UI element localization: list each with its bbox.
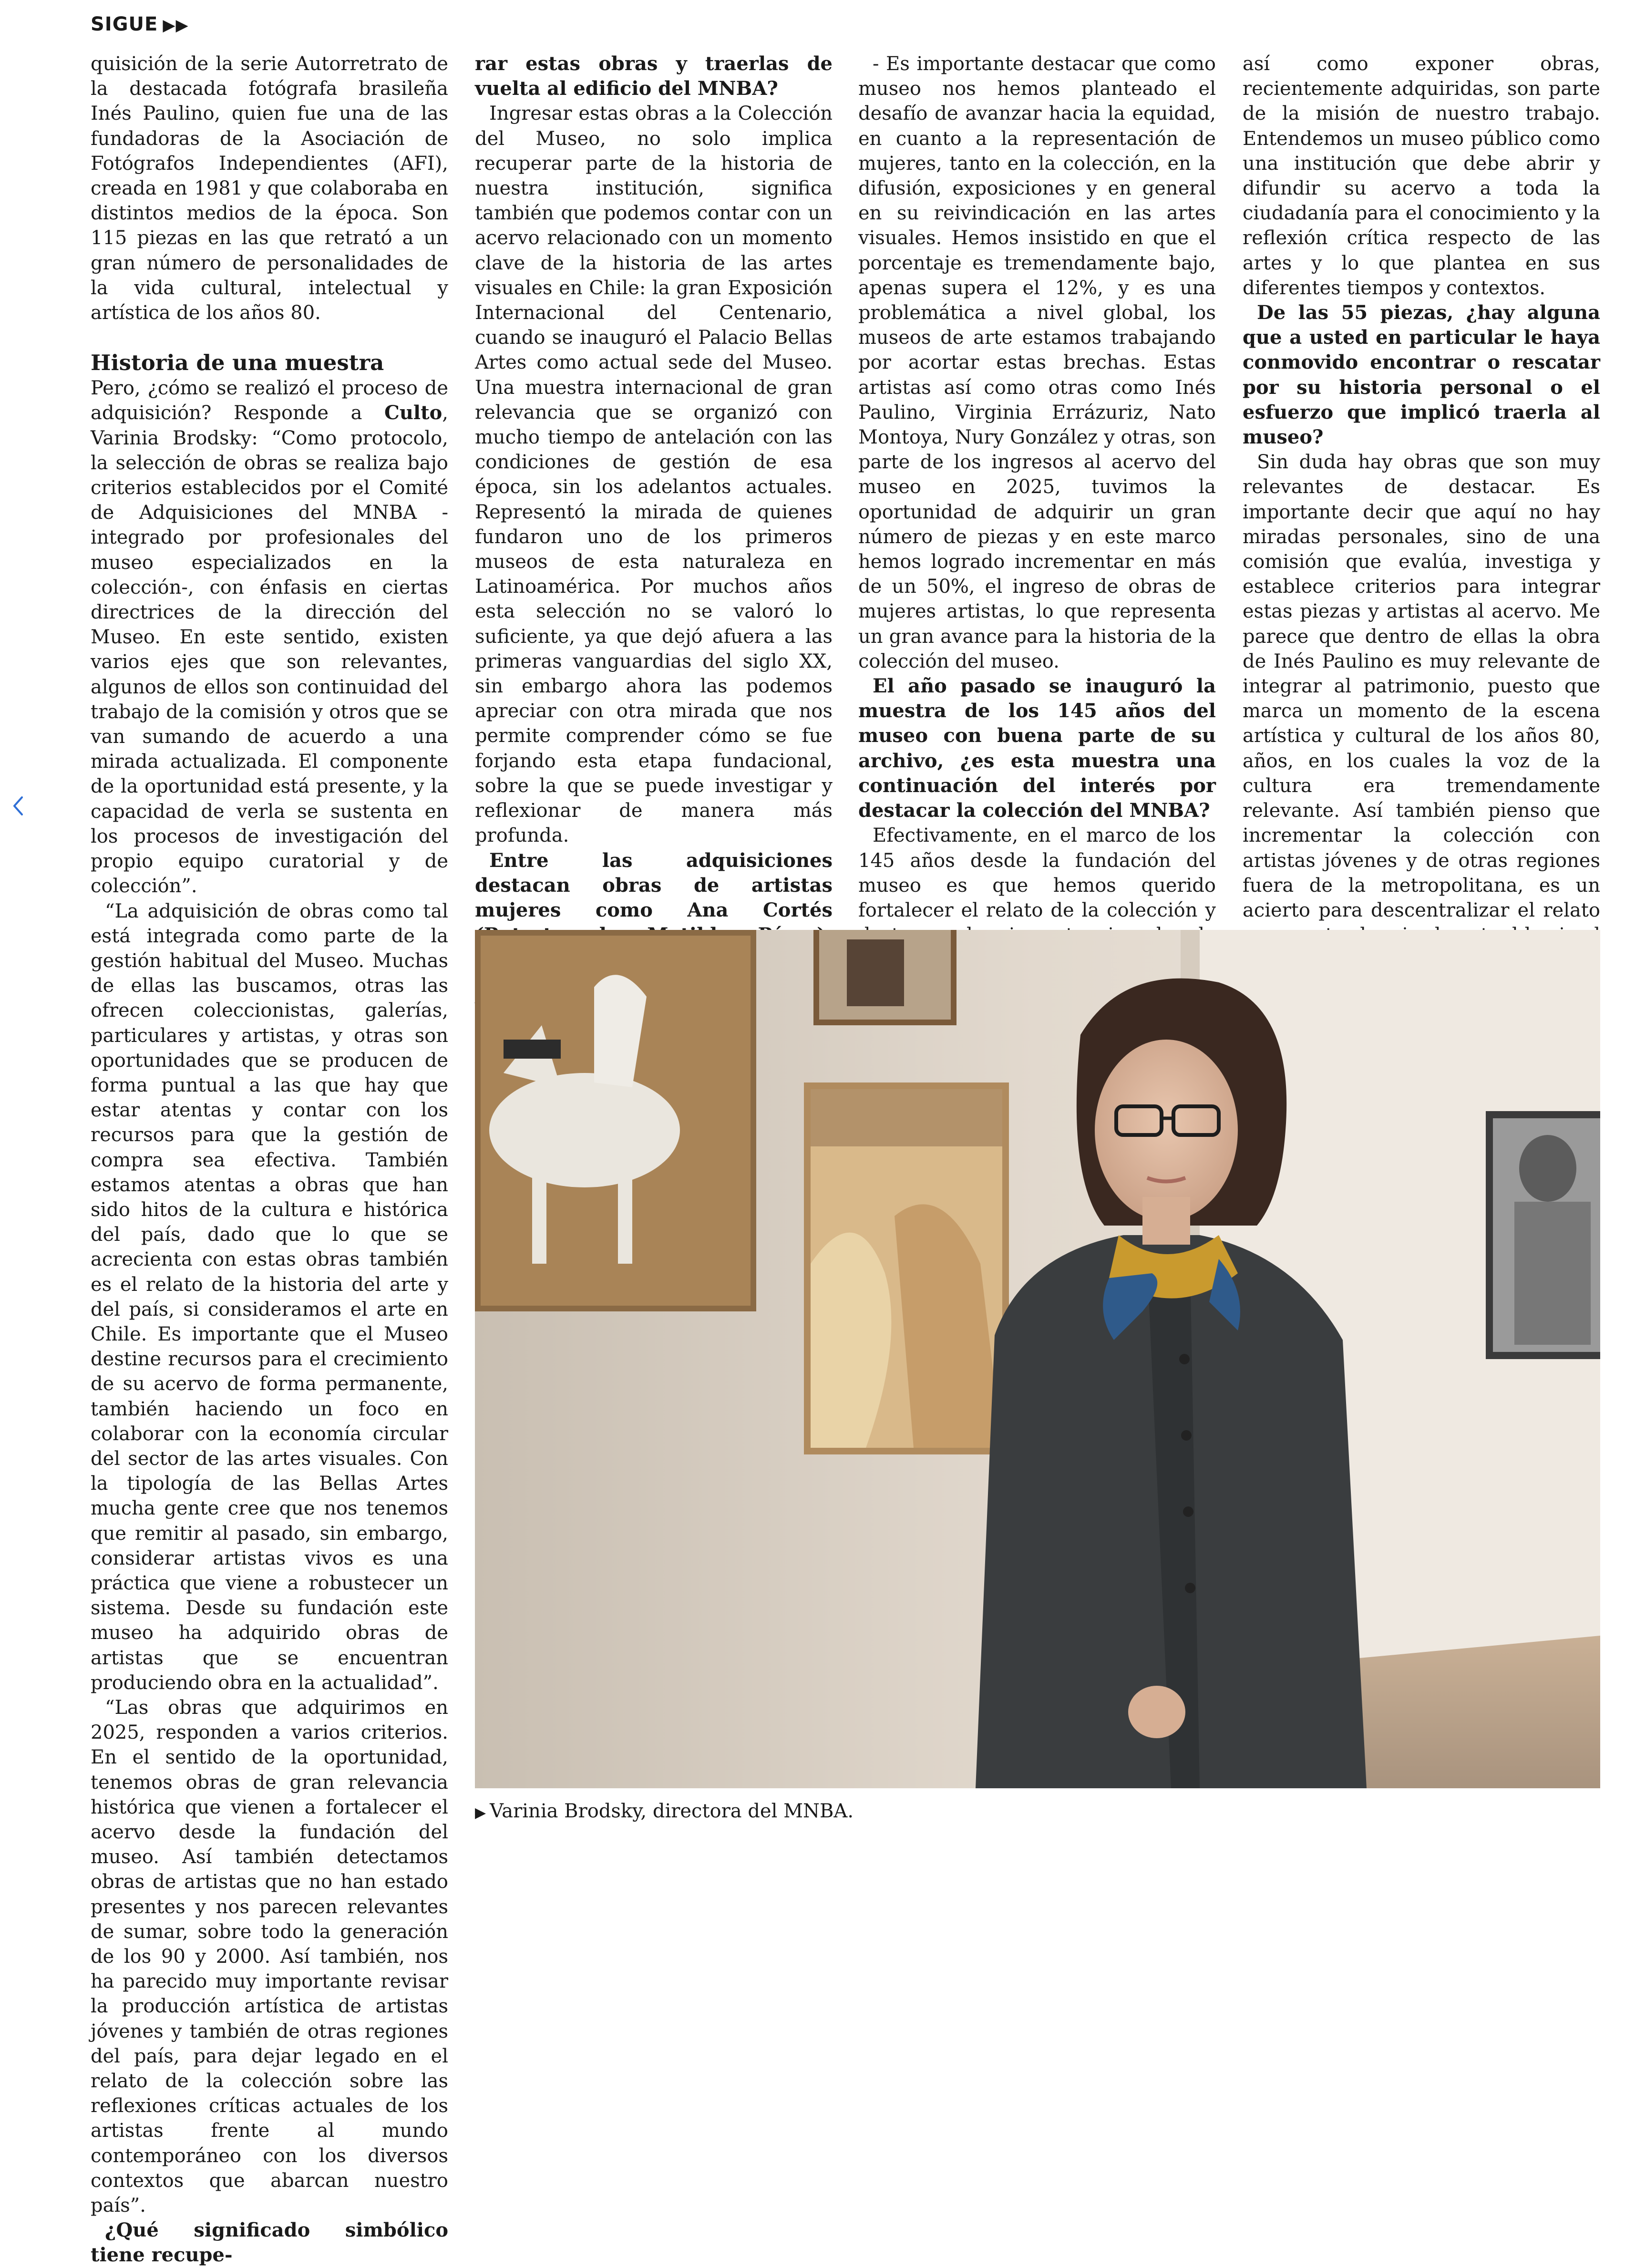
- paragraph: Ingresar estas obras a la Colección del Museo, no solo implica recuperar parte de la historia de nuestra institución, significa también que podemos contar con un acervo relacionado con un momento clave de la historia de las artes visuales en Chile: la gran Exposición Internacional del Centenario, cuando se inauguró el Palacio Bellas Artes como actual sede del Museo. Una muestra internacional de gran relevancia que se organizó con mucho tiempo de antelación con las condiciones de gestión de esa época, sin los adelantos actuales. Representó la mirada de quienes fundaron uno de los primeros museos de esta naturaleza en Latinoamérica. Por muchos años esta selección no se valoró lo suficiente, ya que dejó afuera a las primeras vanguardias del siglo XX, sin embargo ahora las podemos apreciar con otra mirada que nos permite comprender cómo se fue forjando esta etapa fundacional, sobre la que se puede investigar y reflexionar de manera más profunda.: [475, 103, 833, 847]
- continues-text: SIGUE: [91, 13, 158, 35]
- wall-photograph: [1486, 1111, 1600, 1359]
- interview-question: Entre las adquisiciones destacan obras de artistas mujeres como Ana Cortés: [475, 849, 833, 921]
- continues-label: [91, 13, 189, 35]
- painting-small: [813, 930, 956, 1025]
- paragraph: Sin duda hay obras que son muy relevantes de destacar. Es importante decir que aquí no hay miradas personales, sino de una comisión que evalúa, investiga y establece criterios para integrar estas piezas y artistas al acervo. Me parece que dentro de ellas la obra de Inés Paulino es muy relevante de integrar al patrimonio, puesto que marca un momento de la escena artística y cultural de los años 80, años, en los cuales la voz de la cultura era tremendamente relevante. Así también pienso que incrementar la colección con artistas jóvenes y de otras regiones fuera de la metropolitana, es un acierto para descentralizar el relato: [1243, 451, 1600, 921]
- paragraph: así como exponer obras, recientemente adquiridas, son parte de la misión de nuestro trabajo. Entendemos un museo público como una institución que debe abrir y difundir su acervo a toda la ciudadanía para el conocimiento y la reflexión crítica respecto de las artes y lo que plantea en sus diferentes tiempos y contextos.: [1243, 53, 1600, 299]
- paragraph: - Es importante destacar que como museo nos hemos planteado el desafío de avanzar hacia la equidad, en cuanto a la representación de mujeres, tanto en la colección, en la difusión, exposiciones y en general en su reivindicación en las artes visuales. Hemos insistido en que el porcentaje es tremendamente bajo, apenas supera el 12%, y es una problemática a nivel global, los museos de arte estamos trabajando por acortar estas brechas. Estas artistas así como otras como Inés Paulino, Virginia Errázuriz, Nato Montoya, Nury González y otras, son parte de los ingresos al acervo del museo en 2025, tuvimos la oportunidad de adquirir un gran número de piezas y en este marco hemos logrado incrementar en más de un 50%, el ingreso de obras de mujeres artistas, lo que representa un gran avance para la historia de la colección del museo.: [858, 53, 1216, 672]
- paragraph: “La adquisición de obras como tal está integrada como parte de la gestión habitual del Museo. Muchas de ellas las buscamos, otras las ofrecen coleccionistas, galerías, particulares y artistas, y otras son oportunidades que se producen de forma puntual a las que hay que estar atentas y contar con los recursos para que la gestión de compra sea efectiva. También estamos atentas a obras que han sido hitos de la cultura e histórica del país, dado que lo que se acrecienta con estas obras también es el relato de la historia del arte y del país, si consideramos el arte en Chile. Es importante que el Museo destine recursos para el crecimiento de su acervo de forma permanente, también haciendo un foco en colaborar con la economía circular del sector de las artes visuales. Con la tipología de las Bellas Artes mucha gente cree que nos tenemos que remitir al pasado, sin embargo, considerar artistas vivos es una práctica que viene a robustecer un sistema. Desde su fundación este museo ha adquirido obras de artistas que se encuentran produciendo obra en la actualidad”.: [91, 900, 448, 1694]
- photo-caption: [475, 1799, 854, 1825]
- paragraph: “Las obras que adquirimos en 2025, responden a varios criterios. En el sentido de la oportunidad, tenemos obras de gran relevancia histórica que vienen a fortalecer el acervo desde la fundación del museo. Así también detectamos obras de artistas que no han estado presentes y nos parecen relevantes de sumar, sobre todo la generación de los 90 y 2000. Así también, nos ha parecido muy importante revisar la producción artística de artistas jóvenes y también de otras regiones del país, para dejar legado en el relato de la colección sobre las reflexiones críticas actuales de los artistas frente al mundo contemporáneo con los diversos contextos que abarcan nuestro país”.: [91, 1697, 448, 2217]
- portrait-photo: [475, 930, 1600, 1788]
- caption-marker-icon: ▶: [475, 1804, 486, 1821]
- caption-text: Varinia Brodsky, directora del MNBA.: [490, 1800, 854, 1822]
- painting-horse: [475, 930, 756, 1311]
- chevron-left-icon[interactable]: [9, 787, 28, 825]
- interview-question: De las 55 piezas, ¿hay alguna que a usted en particular le haya conmovido encontrar o rescatar por su historia personal o el esfuerzo que implicó traerla al museo?: [1243, 301, 1600, 449]
- interview-question: El año pasado se inauguró la muestra de los 145 años del museo con buena parte de su archivo, ¿es esta muestra una continuación del interés por destacar la colección del MNBA?: [858, 675, 1216, 822]
- paragraph: [91, 376, 448, 898]
- article-column-1: [91, 52, 448, 2268]
- publication-name: Culto: [384, 402, 442, 424]
- section-heading: Historia de una muestra: [91, 350, 384, 376]
- text-run: Pero, ¿cómo se realizó el proceso de adquisición? Responde a: [91, 377, 448, 424]
- double-arrow-icon: ▶▶: [163, 16, 189, 35]
- text-run: , Varinia Brodsky: “Como protocolo, la selección de obras se realiza bajo criterios establecidos por el Comité de Adquisiciones del MNBA -integrado por profesionales del museo especializados en la colección-, con énfasis en ciertas directrices de la dirección del Museo. En este sentido, existen varios ejes que son relevantes, algunos de ellos son continuidad del trabajo de la comisión y otros que se van sumando de acuerdo a una mirada actualizada. El componente de la oportunidad está presente, y la capacidad de verla se sustenta en los procesos de investigación del propio equipo curatorial y de colección”.: [91, 402, 448, 897]
- paragraph: Efectivamente, en el marco de los 145 años desde la fundación del museo es que hemos querido fortalecer el relato de la colección y: [858, 825, 1216, 921]
- interview-question: ¿Qué significado simbólico tiene recupe-: [91, 2219, 448, 2267]
- paragraph: quisición de la serie Autorretrato de la destacada fotógrafa brasileña Inés Paulino, quien fue una de las fundadoras de la Asociación de Fotógrafos Independientes (AFI), creada en 1981 y que colaboraba en distintos medios de la época. Son 115 piezas en las que retrató a un gran número de personalidades de la vida cultural, intelectual y artística de los años 80.: [91, 53, 448, 324]
- painting-abstract: [804, 1082, 1009, 1454]
- interview-question: rar estas obras y traerlas de vuelta al edificio del MNBA?: [475, 52, 833, 100]
